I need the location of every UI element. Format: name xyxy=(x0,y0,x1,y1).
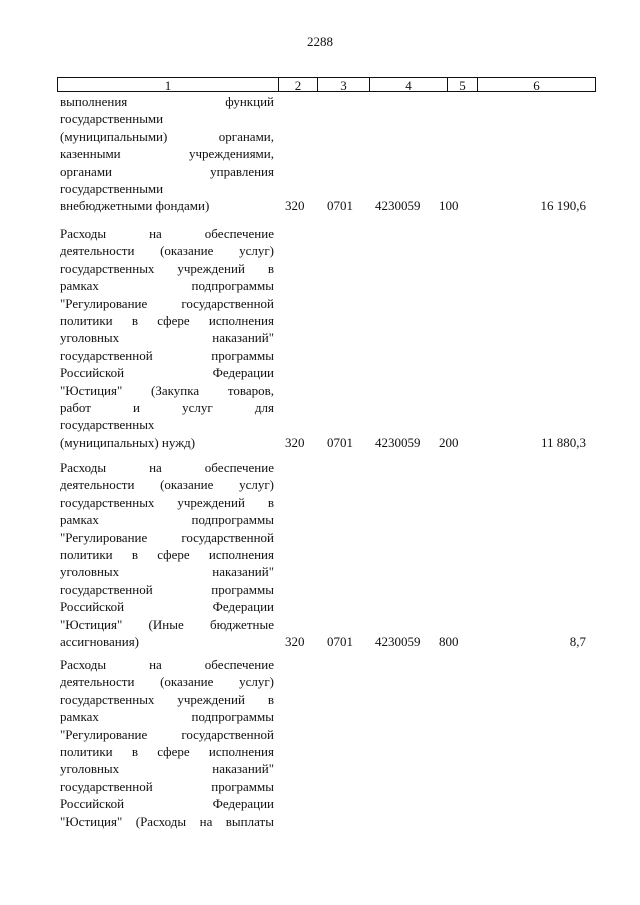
section-code: 0701 xyxy=(327,198,353,214)
description-line: государственной программы xyxy=(60,778,274,794)
description-line: Расходы на обеспечение xyxy=(60,460,274,475)
description-line: "Юстиция" (Закупка товаров, xyxy=(60,382,274,398)
page-number: 2288 xyxy=(307,34,333,49)
description-line: рамках подпрограммы xyxy=(60,278,274,294)
description-line: работ и услуг для xyxy=(60,400,274,416)
description-line: Российской Федерации xyxy=(60,599,274,615)
description-line: уголовных наказаний" xyxy=(60,330,274,346)
description-line: политики в сфере исполнения xyxy=(60,313,274,329)
description-line: "Регулирование государственной xyxy=(60,726,274,742)
description-line: рамках подпрограммы xyxy=(60,709,274,725)
budget-code: 320 xyxy=(285,198,305,214)
header-col-6: 6 xyxy=(477,78,595,91)
description-line: государственными xyxy=(60,111,164,127)
description-line: Российской Федерации xyxy=(60,365,274,381)
description-line: политики в сфере исполнения xyxy=(60,547,274,563)
description-line: "Юстиция" (Расходы на выплаты xyxy=(60,813,274,829)
description-line: государственных учреждений в xyxy=(60,494,274,510)
section-code: 0701 xyxy=(327,434,353,450)
description-line: выполнения функций xyxy=(60,94,274,109)
description-line: политики в сфере исполнения xyxy=(60,744,274,760)
description-line: уголовных наказаний" xyxy=(60,761,274,777)
description-line: органами управления xyxy=(60,163,274,179)
description-line: Российской Федерации xyxy=(60,796,274,812)
expense-type-code: 100 xyxy=(439,198,459,214)
row-description xyxy=(60,225,274,451)
table-header xyxy=(57,77,596,92)
description-line: рамках подпрограммы xyxy=(60,512,274,528)
description-line: казенными учреждениями, xyxy=(60,146,274,162)
description-line: ассигнования) xyxy=(60,634,140,650)
header-col-4: 4 xyxy=(369,78,447,91)
target-code: 4230059 xyxy=(375,634,421,649)
header-col-1: 1 xyxy=(164,78,172,93)
target-code: 4230059 xyxy=(375,434,421,450)
header-col-2: 2 xyxy=(278,78,317,91)
header-col-3: 3 xyxy=(317,78,369,91)
description-line: Расходы на обеспечение xyxy=(60,657,274,672)
budget-code: 320 xyxy=(285,634,305,649)
description-line: деятельности (оказание услуг) xyxy=(60,674,274,690)
description-line: государственных учреждений в xyxy=(60,691,274,707)
budget-code: 320 xyxy=(285,434,305,450)
target-code: 4230059 xyxy=(375,198,421,214)
description-line: деятельности (оказание услуг) xyxy=(60,243,274,259)
description-line: "Юстиция" (Иные бюджетные xyxy=(60,616,274,632)
amount-value: 16 190,6 xyxy=(540,198,586,214)
row-description xyxy=(60,93,274,215)
amount-value: 11 880,3 xyxy=(540,434,586,450)
description-line: Расходы на обеспечение xyxy=(60,226,274,241)
description-line: (муниципальных) нужд) xyxy=(60,434,196,450)
description-line: государственными xyxy=(60,181,164,197)
description-line: государственной программы xyxy=(60,581,274,597)
description-line: "Регулирование государственной xyxy=(60,529,274,545)
row-description xyxy=(60,459,274,650)
expense-type-code: 800 xyxy=(439,634,459,649)
section-code: 0701 xyxy=(327,634,353,649)
description-line: государственной программы xyxy=(60,347,274,363)
description-line: (муниципальными) органами, xyxy=(60,128,274,144)
description-line: государственных xyxy=(60,417,155,433)
expense-type-code: 200 xyxy=(439,434,459,450)
description-line: уголовных наказаний" xyxy=(60,564,274,580)
description-line: внебюджетными фондами) xyxy=(60,198,210,214)
description-line: "Регулирование государственной xyxy=(60,295,274,311)
header-col-5: 5 xyxy=(447,78,477,91)
row-description xyxy=(60,656,274,830)
description-line: деятельности (оказание услуг) xyxy=(60,477,274,493)
amount-value: 8,7 xyxy=(569,634,586,649)
description-line: государственных учреждений в xyxy=(60,260,274,276)
